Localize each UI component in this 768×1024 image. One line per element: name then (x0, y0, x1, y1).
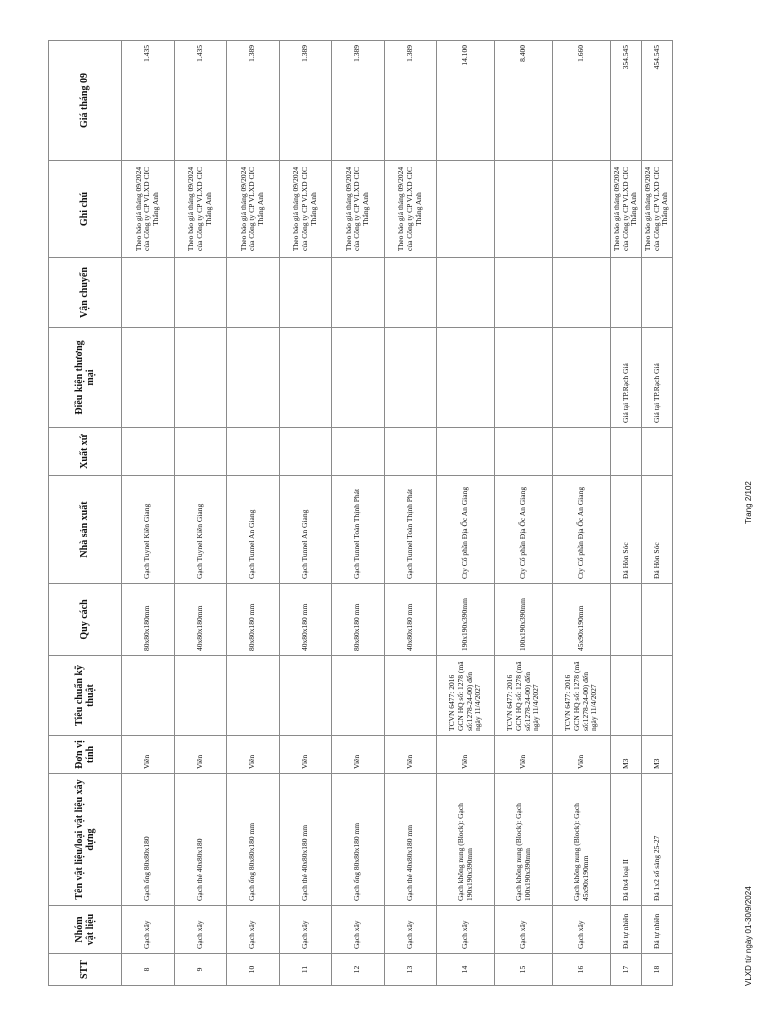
cell-standard: TCVN 6477: 2016 GCN HQ số: 1278 (mã số:1278-24-00) đến ngày 11/4/2027 (553, 656, 611, 736)
header-origin: Xuất xứ (49, 428, 122, 476)
header-group: Nhóm vật liệu (49, 906, 122, 954)
cell-note: Theo báo giá tháng 09/2024 của Công ty CP VLXD CIC Thắng Anh (332, 161, 385, 258)
table-row (384, 41, 437, 986)
header-row (49, 41, 122, 986)
cell-standard (227, 656, 280, 736)
cell-unit: Viên (279, 736, 332, 774)
table-row (641, 41, 672, 986)
cell-price: 14.100 (437, 41, 495, 161)
cell-transport (611, 258, 642, 328)
cell-unit: Viên (174, 736, 227, 774)
cell-terms (553, 328, 611, 428)
cell-stt: 10 (227, 954, 280, 986)
cell-name: Gạch thẻ 40x80x180 (174, 774, 227, 906)
cell-maker: Gạch Tuynel Kiên Giang (174, 476, 227, 584)
cell-unit: Viên (332, 736, 385, 774)
cell-maker: Gạch Tunnel Toàn Thịnh Phát (384, 476, 437, 584)
table-row (332, 41, 385, 986)
cell-terms (122, 328, 175, 428)
cell-terms (437, 328, 495, 428)
table-row (122, 41, 175, 986)
cell-origin (641, 428, 672, 476)
header-note: Ghi chú (49, 161, 122, 258)
cell-origin (495, 428, 553, 476)
cell-price: 1.660 (553, 41, 611, 161)
cell-origin (553, 428, 611, 476)
cell-stt: 15 (495, 954, 553, 986)
table-row (553, 41, 611, 986)
cell-name: Đá 1x2 số sàng 25-27 (641, 774, 672, 906)
page-number: Trang 2/102 (744, 481, 753, 524)
cell-transport (553, 258, 611, 328)
table-row (279, 41, 332, 986)
cell-name: Gạch không nung (Block): Gạch 100x190x390mm (495, 774, 553, 906)
cell-standard (174, 656, 227, 736)
cell-stt: 12 (332, 954, 385, 986)
cell-note: Theo báo giá tháng 09/2024 của Công ty CP VLXD CIC Thắng Anh (174, 161, 227, 258)
cell-transport (174, 258, 227, 328)
cell-name: Đá 0x4 loại II (611, 774, 642, 906)
cell-unit: Viên (122, 736, 175, 774)
cell-maker: Đá Hòn Sóc (611, 476, 642, 584)
cell-maker: Gạch Tunnel Toàn Thịnh Phát (332, 476, 385, 584)
footer-date-range: VLXD từ ngày 01-30/9/2024 (744, 886, 753, 986)
cell-stt: 18 (641, 954, 672, 986)
cell-spec: 190x190x390mm (437, 584, 495, 656)
cell-note: Theo báo giá tháng 09/2024 của Công ty CP VLXD CIC Thắng Anh (641, 161, 672, 258)
header-name: Tên vật liệu/loại vật liệu xây dựng (49, 774, 122, 906)
table-row (227, 41, 280, 986)
cell-maker: Gạch Tunnel An Giang (227, 476, 280, 584)
table-row (495, 41, 553, 986)
cell-transport (332, 258, 385, 328)
cell-origin (437, 428, 495, 476)
cell-group: Đá tự nhiên (641, 906, 672, 954)
cell-unit: Viên (437, 736, 495, 774)
header-spec: Quy cách (49, 584, 122, 656)
cell-standard: TCVN 6477: 2016 GCN HQ số: 1278 (mã số:1278-24-00) đến ngày 11/4/2027 (437, 656, 495, 736)
cell-terms (332, 328, 385, 428)
cell-origin (174, 428, 227, 476)
cell-spec: 80x80x180 mm (332, 584, 385, 656)
cell-stt: 16 (553, 954, 611, 986)
cell-spec: 80x80x180 mm (227, 584, 280, 656)
cell-standard (332, 656, 385, 736)
cell-name: Gạch thẻ 40x80x180 mm (279, 774, 332, 906)
cell-standard (279, 656, 332, 736)
cell-unit: M3 (611, 736, 642, 774)
cell-group: Gạch xây (279, 906, 332, 954)
header-transport: Vận chuyển (49, 258, 122, 328)
price-table (48, 40, 673, 986)
cell-stt: 11 (279, 954, 332, 986)
cell-spec: 40x80x180mm (174, 584, 227, 656)
cell-origin (611, 428, 642, 476)
cell-group: Gạch xây (227, 906, 280, 954)
header-standard: Tiêu chuẩn kỹ thuật (49, 656, 122, 736)
table-row (174, 41, 227, 986)
cell-price: 8.400 (495, 41, 553, 161)
cell-spec: 45x90x190mm (553, 584, 611, 656)
cell-spec: 40x80x180 mm (384, 584, 437, 656)
cell-stt: 14 (437, 954, 495, 986)
header-terms: Điều kiện thương mại (49, 328, 122, 428)
cell-stt: 8 (122, 954, 175, 986)
cell-stt: 17 (611, 954, 642, 986)
cell-name: Gạch không nung (Block): Gạch 45x90x190mm (553, 774, 611, 906)
cell-standard (122, 656, 175, 736)
cell-price: 1.435 (122, 41, 175, 161)
cell-price: 1.389 (332, 41, 385, 161)
header-price: Giá tháng 09 (49, 41, 122, 161)
cell-transport (227, 258, 280, 328)
header-unit: Đơn vị tính (49, 736, 122, 774)
cell-price: 1.389 (227, 41, 280, 161)
cell-transport (437, 258, 495, 328)
cell-unit: Viên (384, 736, 437, 774)
cell-terms (495, 328, 553, 428)
cell-terms (279, 328, 332, 428)
cell-price: 354.545 (611, 41, 642, 161)
cell-price: 1.435 (174, 41, 227, 161)
cell-maker: Đá Hòn Sóc (641, 476, 672, 584)
cell-group: Gạch xây (122, 906, 175, 954)
cell-spec (611, 584, 642, 656)
cell-terms (384, 328, 437, 428)
cell-stt: 13 (384, 954, 437, 986)
cell-origin (384, 428, 437, 476)
cell-spec: 100x190x390mm (495, 584, 553, 656)
cell-note: Theo báo giá tháng 09/2024 của Công ty CP VLXD CIC Thắng Anh (384, 161, 437, 258)
cell-standard: TCVN 6477: 2016 GCN HQ số: 1278 (mã số:1278-24-00) đến ngày 11/4/2027 (495, 656, 553, 736)
cell-group: Gạch xây (495, 906, 553, 954)
cell-origin (227, 428, 280, 476)
cell-group: Gạch xây (553, 906, 611, 954)
cell-note: Theo báo giá tháng 09/2024 của Công ty CP VLXD CIC Thắng Anh (279, 161, 332, 258)
cell-group: Gạch xây (174, 906, 227, 954)
cell-terms: Giá tại TP.Rạch Giá (611, 328, 642, 428)
cell-group: Gạch xây (332, 906, 385, 954)
cell-origin (279, 428, 332, 476)
cell-unit: Viên (553, 736, 611, 774)
header-maker: Nhà sản xuất (49, 476, 122, 584)
header-stt: STT (49, 954, 122, 986)
cell-price: 1.389 (279, 41, 332, 161)
cell-group: Đá tự nhiên (611, 906, 642, 954)
cell-price: 1.389 (384, 41, 437, 161)
cell-spec: 40x80x180 mm (279, 584, 332, 656)
cell-name: Gạch không nung (Block): Gạch 190x190x390mm (437, 774, 495, 906)
cell-group: Gạch xây (384, 906, 437, 954)
cell-standard (641, 656, 672, 736)
cell-transport (495, 258, 553, 328)
cell-maker: Gạch Tuynel Kiên Giang (122, 476, 175, 584)
cell-note: Theo báo giá tháng 09/2024 của Công ty CP VLXD CIC Thắng Anh (122, 161, 175, 258)
cell-note (495, 161, 553, 258)
cell-note (437, 161, 495, 258)
cell-price: 454.545 (641, 41, 672, 161)
cell-maker: Cty Cổ phần Địa Ốc An Giang (437, 476, 495, 584)
cell-maker: Gạch Tunnel An Giang (279, 476, 332, 584)
cell-terms (174, 328, 227, 428)
cell-note: Theo báo giá tháng 09/2024 của Công ty CP VLXD CIC Thắng Anh (611, 161, 642, 258)
cell-transport (122, 258, 175, 328)
cell-unit: Viên (495, 736, 553, 774)
cell-transport (279, 258, 332, 328)
cell-maker: Cty Cổ phần Địa Ốc An Giang (553, 476, 611, 584)
cell-name: Gạch ống 80x80x180 mm (227, 774, 280, 906)
cell-group: Gạch xây (437, 906, 495, 954)
cell-maker: Cty Cổ phần Địa Ốc An Giang (495, 476, 553, 584)
cell-stt: 9 (174, 954, 227, 986)
cell-note (553, 161, 611, 258)
cell-origin (122, 428, 175, 476)
cell-terms (227, 328, 280, 428)
cell-unit: M3 (641, 736, 672, 774)
cell-spec (641, 584, 672, 656)
table-row (611, 41, 642, 986)
cell-name: Gạch thẻ 40x80x180 mm (384, 774, 437, 906)
cell-origin (332, 428, 385, 476)
table-row (437, 41, 495, 986)
cell-standard (384, 656, 437, 736)
cell-transport (641, 258, 672, 328)
cell-name: Gạch ống 80x80x180 (122, 774, 175, 906)
cell-spec: 80x80x180mm (122, 584, 175, 656)
cell-standard (611, 656, 642, 736)
cell-unit: Viên (227, 736, 280, 774)
cell-transport (384, 258, 437, 328)
cell-name: Gạch ống 80x80x180 mm (332, 774, 385, 906)
cell-note: Theo báo giá tháng 09/2024 của Công ty CP VLXD CIC Thắng Anh (227, 161, 280, 258)
cell-terms: Giá tại TP.Rạch Giá (641, 328, 672, 428)
